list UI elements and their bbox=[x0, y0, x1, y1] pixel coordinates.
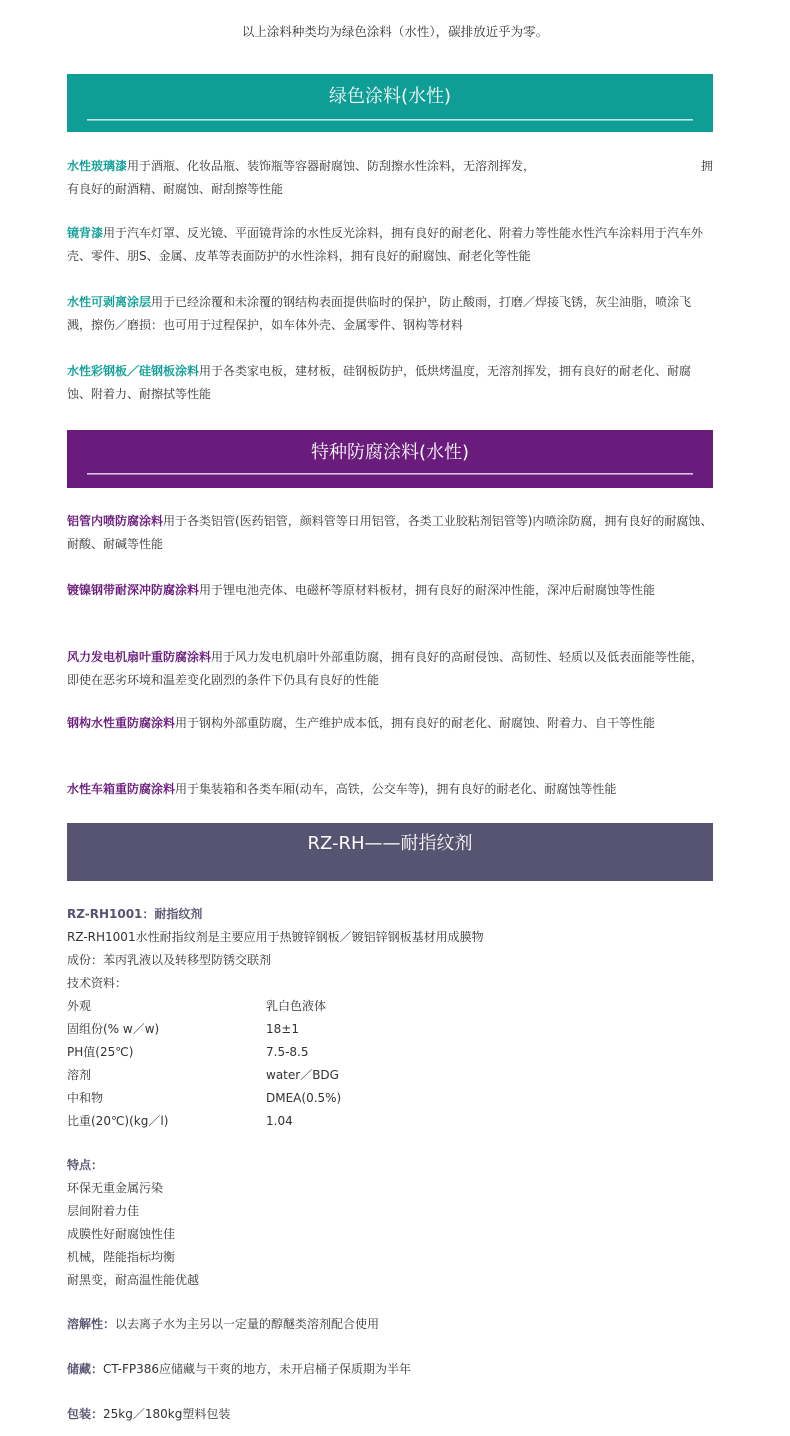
spec-key: 溶剂 bbox=[67, 1068, 92, 1082]
product-composition: 成份：苯丙乳液以及转移型防锈交联剂 bbox=[67, 953, 272, 967]
item-name: 水性可剥离涂层 bbox=[67, 295, 152, 309]
spec-row bbox=[67, 1087, 713, 1110]
anti-fingerprint-title: RZ-RH——耐指纹剂 bbox=[307, 833, 473, 854]
storage-label: 储藏： bbox=[67, 1362, 104, 1376]
spec-row bbox=[67, 995, 713, 1018]
package-text: 25kg／180kg塑料包装 bbox=[103, 1407, 231, 1421]
spec-value: 18±1 bbox=[266, 1022, 299, 1036]
special-anticorrosion-banner bbox=[67, 430, 713, 488]
feature-item: 层间附着力佳 bbox=[67, 1204, 140, 1218]
item-desc: 用于汽车灯罩、反光镜、平面镜背涂的水性反光涂料，拥有良好的耐老化、附着力等性能水性汽车涂料用于汽车外壳、零件、朋S、金属、皮革等表面防护的水性涂料，拥有良好的耐腐蚀、耐老化等性能 bbox=[67, 226, 704, 263]
product-heading: RZ-RH1001：耐指纹剂 bbox=[67, 907, 203, 921]
spec-row bbox=[67, 1064, 713, 1087]
list-item bbox=[67, 778, 713, 801]
spec-row bbox=[67, 1041, 713, 1064]
special-anticorrosion-title: 特种防腐涂料(水性) bbox=[310, 442, 470, 463]
spec-key: 外观 bbox=[67, 999, 92, 1013]
green-coatings-title: 绿色涂料(水性) bbox=[328, 86, 452, 107]
spec-row bbox=[67, 1018, 713, 1041]
item-name: 风力发电机扇叶重防腐涂料 bbox=[67, 650, 212, 664]
spec-value: DMEA(0.5%) bbox=[266, 1091, 342, 1105]
tech-data-label: 技术资料： bbox=[67, 976, 128, 990]
list-item bbox=[67, 155, 713, 201]
spec-value: water／BDG bbox=[266, 1068, 339, 1082]
spec-key: 固组份(% w／w) bbox=[67, 1022, 160, 1036]
list-item bbox=[67, 712, 713, 735]
solubility-text: 以去离子水为主另以一定量的醇醚类溶剂配合使用 bbox=[115, 1317, 380, 1331]
item-desc: 用于各类铝管(医药铝管，颜料管等日用铝管，各类工业胶粘剂铝管等)内喷涂防腐，拥有良好的耐腐蚀、耐酸、耐碱等性能 bbox=[67, 514, 713, 551]
features-label: 特点： bbox=[67, 1158, 104, 1172]
spec-value: 7.5-8.5 bbox=[266, 1045, 309, 1059]
solubility-label: 溶解性： bbox=[67, 1317, 116, 1331]
item-name: 水性车箱重防腐涂料 bbox=[67, 782, 176, 796]
item-desc: 用于锂电池壳体、电磁杯等原材料板材，拥有良好的耐深冲性能，深冲后耐腐蚀等性能 bbox=[199, 583, 656, 597]
spec-key: PH值(25℃) bbox=[67, 1045, 134, 1059]
spec-row bbox=[67, 1110, 713, 1133]
item-name: 镜背漆 bbox=[67, 226, 104, 240]
list-item bbox=[67, 222, 713, 268]
feature-item: 成膜性好耐腐蚀性佳 bbox=[67, 1227, 176, 1241]
intro-text: 以上涂料种类均为绿色涂料（水性），碳排放近乎为零。 bbox=[241, 24, 549, 39]
banner-rule bbox=[87, 119, 693, 121]
list-item bbox=[67, 579, 713, 602]
product-line: RZ-RH1001水性耐指纹剂是主要应用于热镀锌钢板／镀铝锌钢板基材用成膜物 bbox=[67, 930, 484, 944]
list-item bbox=[67, 291, 713, 337]
storage-row bbox=[67, 1358, 713, 1381]
feature-item: 环保无重金属污染 bbox=[67, 1181, 164, 1195]
spec-key: 中和物 bbox=[67, 1091, 104, 1105]
item-desc-cont: 有良好的耐酒精、耐腐蚀、耐刮擦等性能 bbox=[67, 182, 284, 196]
item-desc: 用于钢构外部重防腐，生产维护成本低，拥有良好的耐老化、耐腐蚀、附着力、自干等性能 bbox=[175, 716, 656, 730]
solubility-row bbox=[67, 1313, 713, 1336]
list-item bbox=[67, 646, 713, 692]
spec-value: 乳白色液体 bbox=[266, 999, 327, 1013]
spec-value: 1.04 bbox=[266, 1114, 293, 1128]
item-desc: 用于各类家电板，建材板，硅钢板防护，低烘烤温度，无溶剂挥发，拥有良好的耐老化、耐腐蚀、附着力、耐擦拭等性能 bbox=[67, 364, 692, 401]
item-desc: 用于酒瓶、化妆品瓶、装饰瓶等容器耐腐蚀、防刮擦水性涂料，无溶剂挥发， bbox=[127, 159, 536, 173]
green-coatings-banner bbox=[67, 74, 713, 132]
feature-item: 耐黑变，耐高温性能优越 bbox=[67, 1273, 200, 1287]
item-name: 钢构水性重防腐涂料 bbox=[67, 716, 176, 730]
item-desc-tail: 拥 bbox=[700, 159, 713, 173]
banner-rule bbox=[87, 473, 693, 475]
package-row bbox=[67, 1403, 713, 1426]
package-label: 包装： bbox=[67, 1407, 104, 1421]
item-name: 水性玻璃漆 bbox=[67, 159, 128, 173]
item-desc: 用于集装箱和各类车厢(动车，高铁，公交车等)，拥有良好的耐老化、耐腐蚀等性能 bbox=[175, 782, 617, 796]
spec-key: 比重(20℃)(kg／l) bbox=[67, 1114, 169, 1128]
anti-fingerprint-banner bbox=[67, 823, 713, 881]
item-name: 铝管内喷防腐涂料 bbox=[67, 514, 164, 528]
item-desc: 用于已经涂覆和未涂覆的钢结构表面提供临时的保护，防止酸雨，打磨／焊接飞锈，灰尘油脂，喷涂飞溅，擦伤／磨损：也可用于过程保护，如车体外壳、金属零件、钢构等材料 bbox=[67, 295, 692, 332]
product-details bbox=[67, 903, 713, 1426]
list-item bbox=[67, 360, 713, 406]
item-name: 镀镍钢带耐深冲防腐涂料 bbox=[67, 583, 200, 597]
storage-text: CT-FP386应储藏与干爽的地方，未开启桶子保质期为半年 bbox=[103, 1362, 411, 1376]
list-item bbox=[67, 510, 713, 556]
item-desc: 用于风力发电机扇叶外部重防腐，拥有良好的高耐侵蚀、高韧性、轻质以及低表面能等性能，即使在恶劣环境和温差变化剧烈的条件下仍具有良好的性能 bbox=[67, 650, 704, 687]
feature-item: 机械，陛能指标均衡 bbox=[67, 1250, 176, 1264]
item-name: 水性彩钢板／硅钢板涂料 bbox=[67, 364, 200, 378]
